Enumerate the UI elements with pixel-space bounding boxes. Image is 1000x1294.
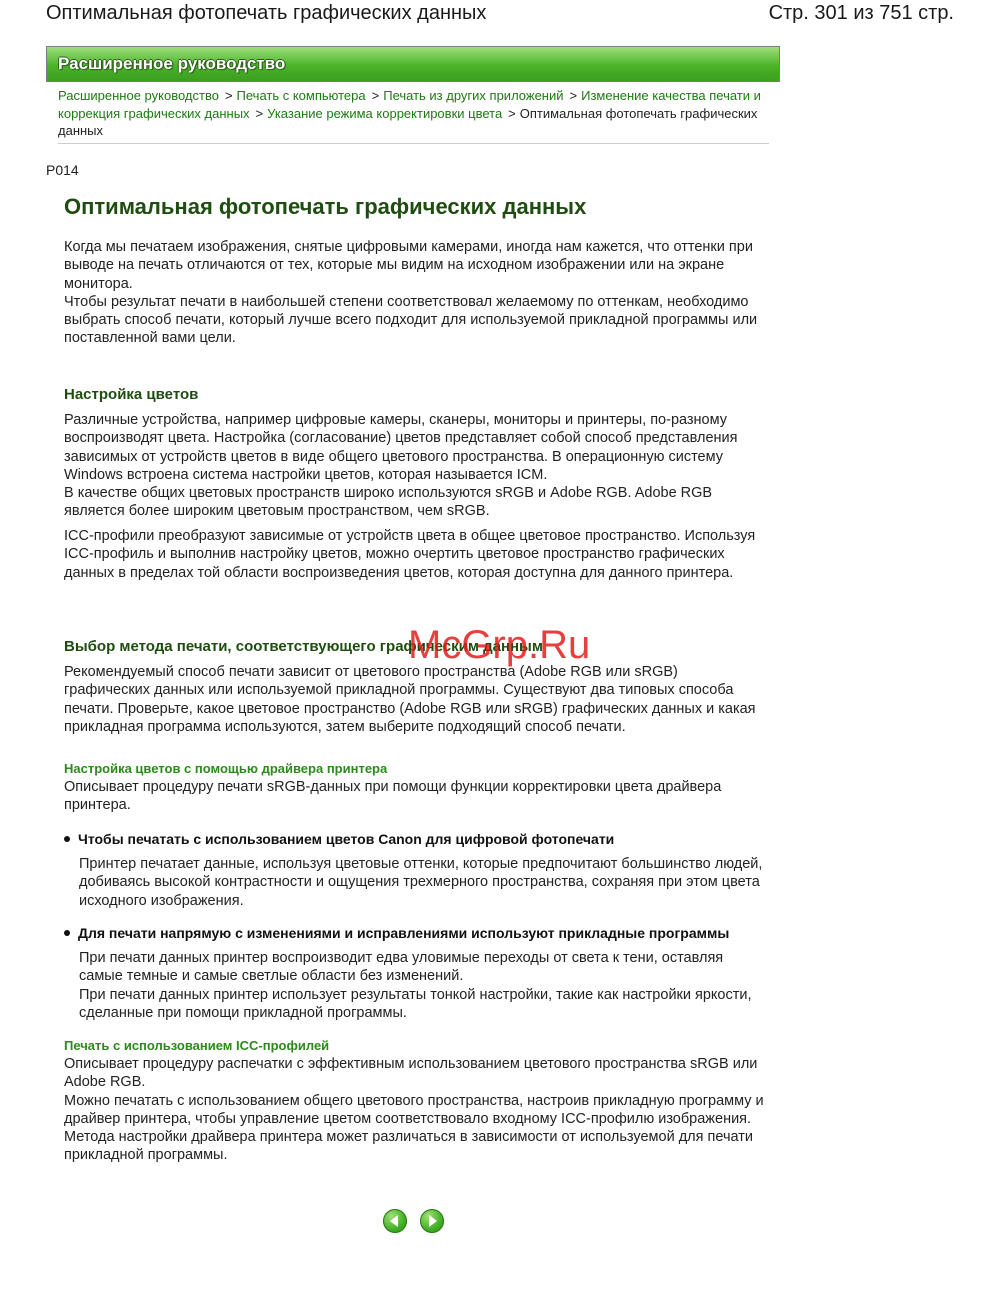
icc-profile-text: [64, 527, 764, 582]
bullet-icon: [64, 836, 70, 842]
bullet-icon: [64, 930, 70, 936]
section-heading-method: Выбор метода печати, соответствующего графическим данным: [64, 638, 543, 655]
color-text: [64, 411, 764, 521]
page-counter: Стр. 301 из 751 стр.: [768, 2, 954, 24]
next-page-button[interactable]: [420, 1209, 444, 1233]
page-title: Оптимальная фотопечать графических данных: [64, 194, 587, 219]
paragraph: Описывает процедуру распечатки с эффективным использованием цветового пространства sRGB или Adobe RGB.: [64, 1056, 758, 1091]
paragraph: Описывает процедуру печати sRGB-данных при помощи функции корректировки цвета драйвера принтера.: [64, 779, 722, 814]
breadcrumb-link[interactable]: Печать из других приложений: [383, 88, 564, 103]
icc-printing-link[interactable]: Печать с использованием ICC-профилей: [64, 1038, 330, 1053]
intro-text: [64, 238, 764, 348]
bullet-item: [64, 925, 764, 941]
bullet-title: Для печати напрямую с изменениями и исправлениями используют прикладные программы: [78, 925, 730, 941]
paragraph: В качестве общих цветовых пространств широко используются sRGB и Adobe RGB. Adobe RGB является более широким цветовым пространством, чем sRGB.: [64, 485, 713, 520]
breadcrumb-separator: >: [255, 105, 264, 121]
document-title: Оптимальная фотопечать графических данных: [46, 2, 487, 24]
driver-description: [64, 778, 764, 815]
breadcrumb-current: Оптимальная фотопечать графических данных: [58, 105, 758, 138]
paragraph: Когда мы печатаем изображения, снятые цифровыми камерами, иногда нам кажется, что оттенки при выводе на печать отличаются от тех, которые мы видим на исходном изображении или на экране монитора.: [64, 239, 753, 292]
breadcrumb-link[interactable]: Расширенное руководство: [58, 88, 219, 103]
paragraph: Можно печатать с использованием общего цветового пространства, настроив прикладную программу и драйвер принтера, чтобы управление цветом соответствовало входному ICC-профилю изображения.: [64, 1092, 764, 1127]
watermark: McGrp.Ru: [408, 623, 591, 667]
arrow-left-icon: [383, 1209, 407, 1233]
breadcrumb-separator: >: [224, 88, 233, 103]
breadcrumb-separator: >: [371, 88, 380, 103]
method-text: [64, 663, 764, 736]
arrow-right-icon: [420, 1209, 444, 1233]
breadcrumb-separator: >: [569, 88, 578, 103]
breadcrumb: [58, 87, 770, 140]
breadcrumb-separator: >: [508, 105, 516, 121]
paragraph: Различные устройства, например цифровые камеры, сканеры, мониторы и принтеры, по-разному воспроизводят цвета. Настройка (согласование) цветов представляет собой способ представления зависимых от устройств цветов в виде общего цветового пространства. В операционную систему Windows встроена система настройки цветов, которая называется ICM.: [64, 412, 738, 483]
bullet-text: [79, 949, 764, 1022]
section-heading-color: Настройка цветов: [64, 386, 199, 403]
bullet-item: [64, 831, 764, 847]
banner-title: Расширенное руководство: [58, 54, 286, 73]
paragraph: ICC-профили преобразуют зависимые от устройств цвета в общее цветовое пространство. Используя ICC-профиль и выполнив настройку цветов, можно очертить цветовое пространство графических данных в пределах той области воспроизведения цветов, которая доступна для данного принтера.: [64, 528, 756, 581]
icc-description: [64, 1055, 764, 1165]
paragraph: При печати данных принтер воспроизводит едва уловимые переходы от света к тени, оставляя самые темные и самые светлые области без изменений.: [79, 950, 724, 985]
paragraph: Рекомендуемый способ печати зависит от цветового пространства (Adobe RGB или sRGB) графических данных или используемой прикладной программы. Существуют два типовых способа печати. Проверьте, какое цветовое пространство (Adobe RGB или sRGB) графических данных и какая прикладная программа используются, затем выберите подходящий способ печати.: [64, 664, 756, 735]
bullet-text: [79, 855, 764, 910]
driver-color-link[interactable]: Настройка цветов с помощью драйвера принтера: [64, 761, 388, 776]
paragraph: Метода настройки драйвера принтера может различаться в зависимости от используемой для печати прикладной программы.: [64, 1129, 753, 1164]
paragraph: Чтобы результат печати в наибольшей степени соответствовал желаемому по оттенкам, необходимо выбрать способ печати, который лучше всего подходит для используемой прикладной программы или поставленной вами цели.: [64, 293, 758, 347]
page-code: P014: [46, 162, 79, 178]
section-banner: [46, 46, 780, 82]
paragraph: Принтер печатает данные, используя цветовые оттенки, которые предпочитают большинство людей, добиваясь высокой контрастности и ощущения трехмерного пространства, сохраняя при этом цвета исходного изображения.: [79, 856, 763, 909]
paragraph: При печати данных принтер использует результаты тонкой настройки, такие как настройки яркости, сделанные при помощи прикладной программы.: [79, 986, 752, 1021]
breadcrumb-link[interactable]: Изменение качества печати и коррекция графических данных: [58, 88, 761, 121]
breadcrumb-divider: [58, 143, 769, 144]
breadcrumb-link[interactable]: Указание режима корректировки цвета: [267, 105, 503, 121]
previous-page-button[interactable]: [383, 1209, 407, 1233]
breadcrumb-link[interactable]: Печать с компьютера: [236, 88, 366, 103]
bullet-title: Чтобы печатать с использованием цветов Canon для цифровой фотопечати: [78, 831, 615, 847]
